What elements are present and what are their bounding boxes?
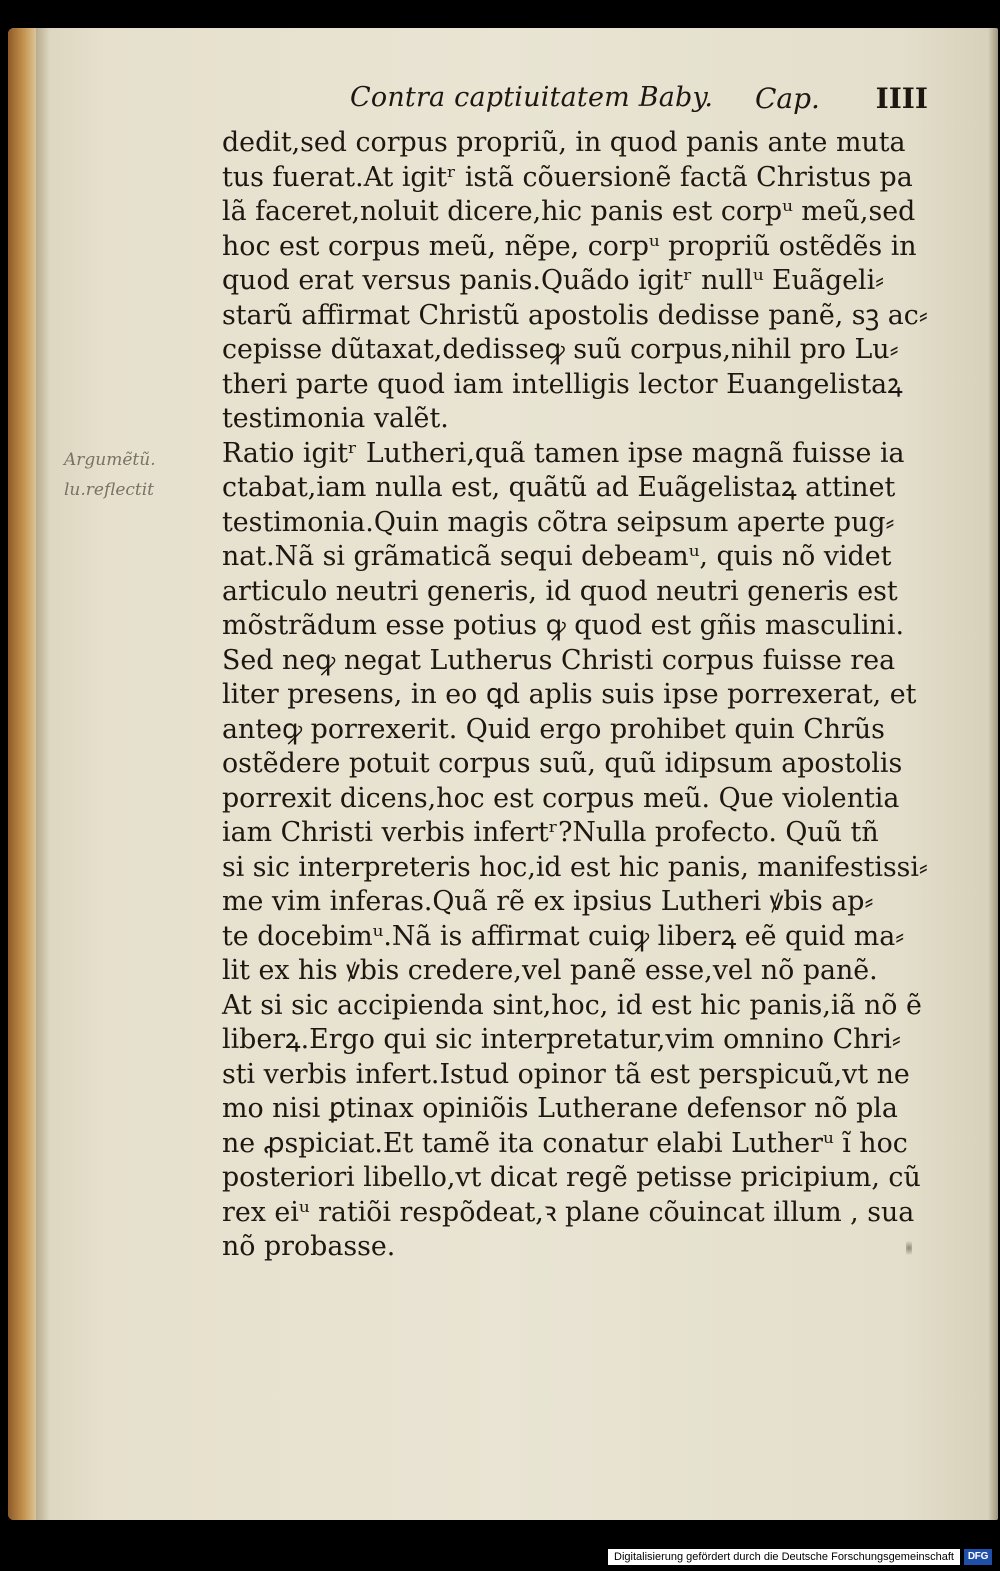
funding-credit: Digitalisierung gefördert durch die Deutsche Forschungsgemeinschaft	[608, 1549, 960, 1565]
text-line: ne ꝓspiciat.Et tamẽ ita conatur elabi Lutherᵘ ĩ hoc	[222, 1127, 908, 1159]
page-edge-shadow	[988, 28, 998, 1520]
text-line: tus fuerat.At igitʳ istã cõuersionẽ factã Christus pa	[222, 161, 913, 193]
binding-shadow	[36, 28, 50, 1520]
book-binding-edge	[8, 28, 36, 1520]
text-line: mõstrãdum esse potius ꝙ quod est gñis masculini.	[222, 610, 905, 641]
ink-speck	[906, 1238, 912, 1258]
text-line: me vim inferas.Quã rẽ ex ipsius Lutheri ꝟbis ap⸗	[222, 886, 874, 917]
text-line: dedit,sed corpus propriũ, in quod panis ante muta	[222, 127, 906, 158]
marginal-note-2: lu.reflectit	[64, 480, 154, 500]
running-head-chapter: Cap.	[755, 82, 820, 115]
text-line: posteriori libello,vt dicat regẽ petisse pricipium, cũ	[222, 1162, 921, 1193]
marginal-note-1: Argumẽtũ.	[64, 450, 156, 470]
text-line: iam Christi verbis infertʳ?Nulla profecto. Quũ tñ	[222, 817, 879, 848]
text-line: At si sic accipienda sint,hoc, id est hic panis,iã nõ ẽ	[222, 989, 922, 1021]
text-line: anteꝙ porrexerit. Quid ergo prohibet quin Chrũs	[222, 713, 885, 745]
text-line: nõ probasse.	[222, 1231, 396, 1262]
text-line: lã faceret,noluit dicere,hic panis est corpᵘ meũ,sed	[222, 196, 916, 227]
footer-bar	[0, 1520, 1000, 1571]
text-line: ctabat,iam nulla est, quãtũ ad Euãgelistaꝝ attinet	[222, 472, 896, 503]
text-line: starũ affirmat Christũ apostolis dedisse panẽ, sꝫ ac⸗	[222, 299, 928, 331]
text-line: te docebimᵘ.Nã is affirmat cuiꝙ liberꝝ eẽ quid ma⸗	[222, 920, 905, 952]
text-line: cepisse dũtaxat,dedisseꝙ suũ corpus,nihil pro Lu⸗	[222, 334, 899, 365]
running-head	[350, 78, 928, 122]
running-head-title: Contra captiuitatem Baby.	[350, 82, 714, 113]
text-line: nat.Nã si grãmaticã sequi debeamᵘ, quis nõ videt	[222, 541, 892, 572]
text-line: Sed neꝙ negat Lutherus Christi corpus fuisse rea	[222, 644, 896, 676]
text-line: rex eiᵘ ratiõi respõdeat,ꝛ plane cõuincat illum , sua	[222, 1196, 915, 1228]
running-head-number: IIII	[875, 82, 928, 115]
text-line: lit ex his ꝟbis credere,vel panẽ esse,vel nõ panẽ.	[222, 955, 878, 986]
text-line: liberꝝ.Ergo qui sic interpretatur,vim omnino Chri⸗	[222, 1024, 901, 1055]
body-text	[222, 126, 932, 1265]
text-line: porrexit dicens,hoc est corpus meũ. Que violentia	[222, 782, 900, 814]
text-line: ostẽdere potuit corpus suũ, quũ idipsum apostolis	[222, 748, 903, 779]
marginal-notes	[64, 445, 214, 505]
text-line: hoc est corpus meũ, nẽpe, corpᵘ propriũ ostẽdẽs in	[222, 230, 917, 262]
text-line: testimonia valẽt.	[222, 403, 449, 434]
text-line: theri parte quod iam intelligis lector Euangelistaꝝ	[222, 368, 903, 400]
text-line: liter presens, in eo ꝗd aplis suis ipse porrexerat, et	[222, 679, 917, 710]
text-line: quod erat versus panis.Quãdo igitʳ nullᵘ Euãgeli⸗	[222, 265, 885, 296]
text-line: si sic interpreteris hoc,id est hic panis, manifestissi⸗	[222, 851, 928, 883]
text-line: mo nisi ꝑtinax opiniõis Lutherane defensor nõ pla	[222, 1093, 898, 1124]
text-line: articulo neutri generis, id quod neutri generis est	[222, 575, 898, 607]
text-line: sti verbis infert.Istud opinor tã est perspicuũ,vt ne	[222, 1058, 910, 1090]
dfg-logo: DFG	[964, 1549, 992, 1565]
text-line: Ratio igitʳ Lutheri,quã tamen ipse magnã fuisse ia	[222, 437, 905, 469]
text-line: testimonia.Quin magis cõtra seipsum aperte pug⸗	[222, 506, 895, 538]
